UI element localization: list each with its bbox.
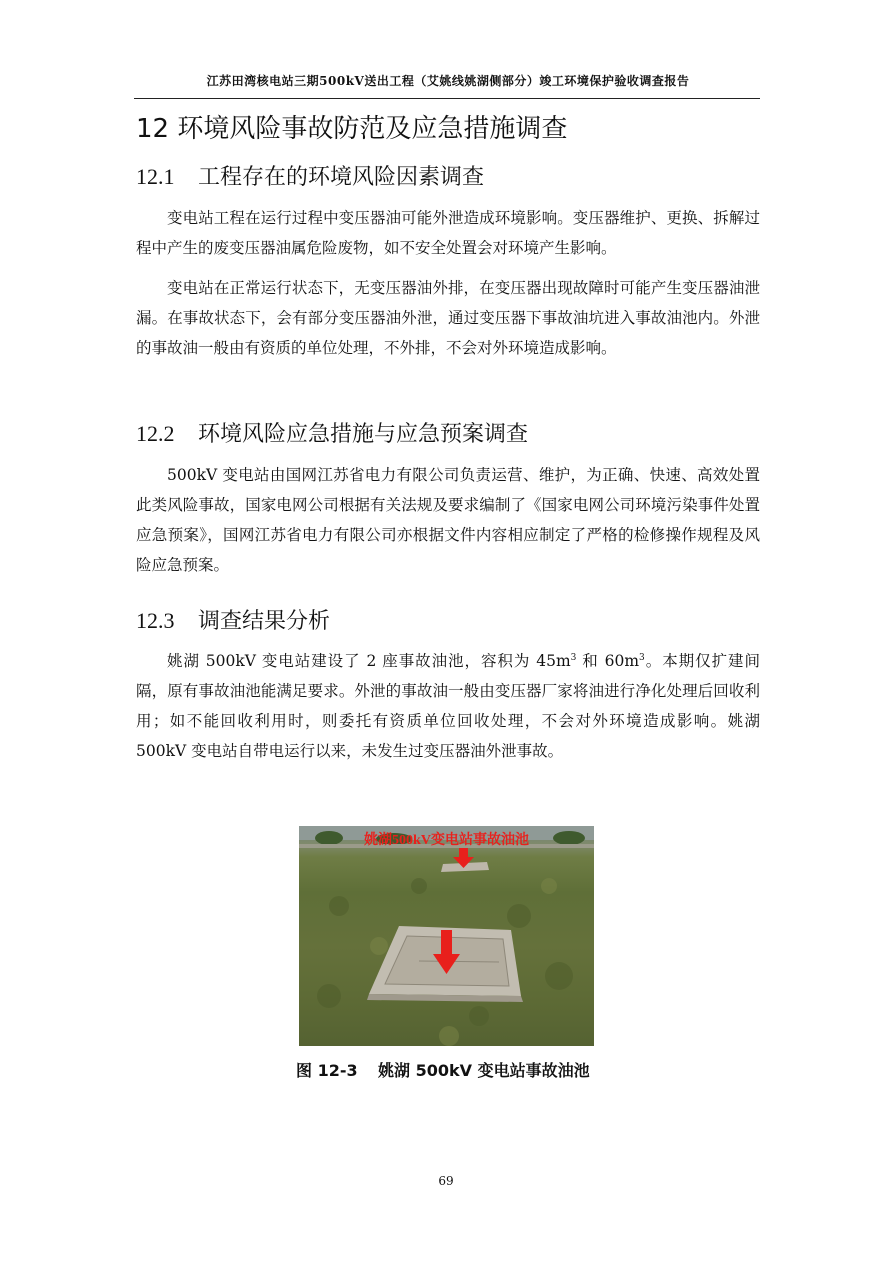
section-number: 12.1 bbox=[136, 164, 175, 189]
paragraph bbox=[136, 646, 760, 766]
section-heading-12-1 bbox=[136, 160, 484, 191]
superscript: 3 bbox=[570, 652, 577, 663]
section-title: 调查结果分析 bbox=[198, 609, 331, 634]
section-heading-12-3 bbox=[136, 604, 330, 635]
paragraph: 变电站工程在运行过程中变压器油可能外泄造成环境影响。变压器维护、更换、拆解过程中产生的废变压器油属危险废物，如不安全处置会对环境产生影响。 bbox=[136, 209, 760, 257]
section-title: 工程存在的环境风险因素调查 bbox=[198, 165, 485, 190]
section-heading-12-2 bbox=[136, 417, 528, 448]
section-number: 12.2 bbox=[136, 421, 175, 446]
photo-overlay-label: 姚湖500kV变电站事故油池 bbox=[364, 833, 529, 848]
figure-caption bbox=[296, 1058, 596, 1081]
text-run: 和 60m bbox=[576, 652, 640, 670]
photo-illustration bbox=[299, 826, 594, 1046]
figure-number: 图 12-3 bbox=[296, 1061, 358, 1080]
page-number: 69 bbox=[438, 1174, 454, 1188]
figure-caption-text: 姚湖 500kV 变电站事故油池 bbox=[378, 1061, 590, 1080]
text-run: 姚湖 500kV 变电站建设了 2 座事故油池，容积为 45m bbox=[167, 652, 571, 670]
paragraph: 变电站在正常运行状态下，无变压器油外排，在变压器出现故障时可能产生变压器油泄漏。在事故状态下，会有部分变压器油外泄，通过变压器下事故油坑进入事故油池内。外泄的事故油一般由有资质的单位处理，不外排，不会对外环境造成影响。 bbox=[136, 279, 760, 357]
section-number: 12.3 bbox=[136, 608, 175, 633]
text-run: 。本期仅扩建间隔，原有事故油池能满足要求。外泄的事故油一般由变压器厂家将油进行净化处理后回收利用；如不能回收利用时，则委托有资质单位回收处理，不会对外环境造成影响。姚湖 500kV 变电站自带电运行以来，未发生过变压器油外泄事故。 bbox=[136, 652, 760, 760]
section-title: 环境风险应急措施与应急预案调查 bbox=[198, 422, 529, 447]
running-header: 江苏田湾核电站三期500kV送出工程（艾姚线姚湖侧部分）竣工环境保护验收调查报告 bbox=[206, 74, 690, 88]
header-divider bbox=[134, 98, 760, 99]
paragraph: 500kV 变电站由国网江苏省电力有限公司负责运营、维护，为正确、快速、高效处置此类风险事故，国家电网公司根据有关法规及要求编制了《国家电网公司环境污染事件处置应急预案》，国网江苏省电力有限公司亦根据文件内容相应制定了严格的检修操作规程及风险应急预案。 bbox=[136, 466, 760, 574]
chapter-title: 12 环境风险事故防范及应急措施调查 bbox=[136, 114, 568, 144]
superscript: 3 bbox=[639, 652, 645, 663]
accident-oil-pool-photo bbox=[299, 826, 594, 1046]
